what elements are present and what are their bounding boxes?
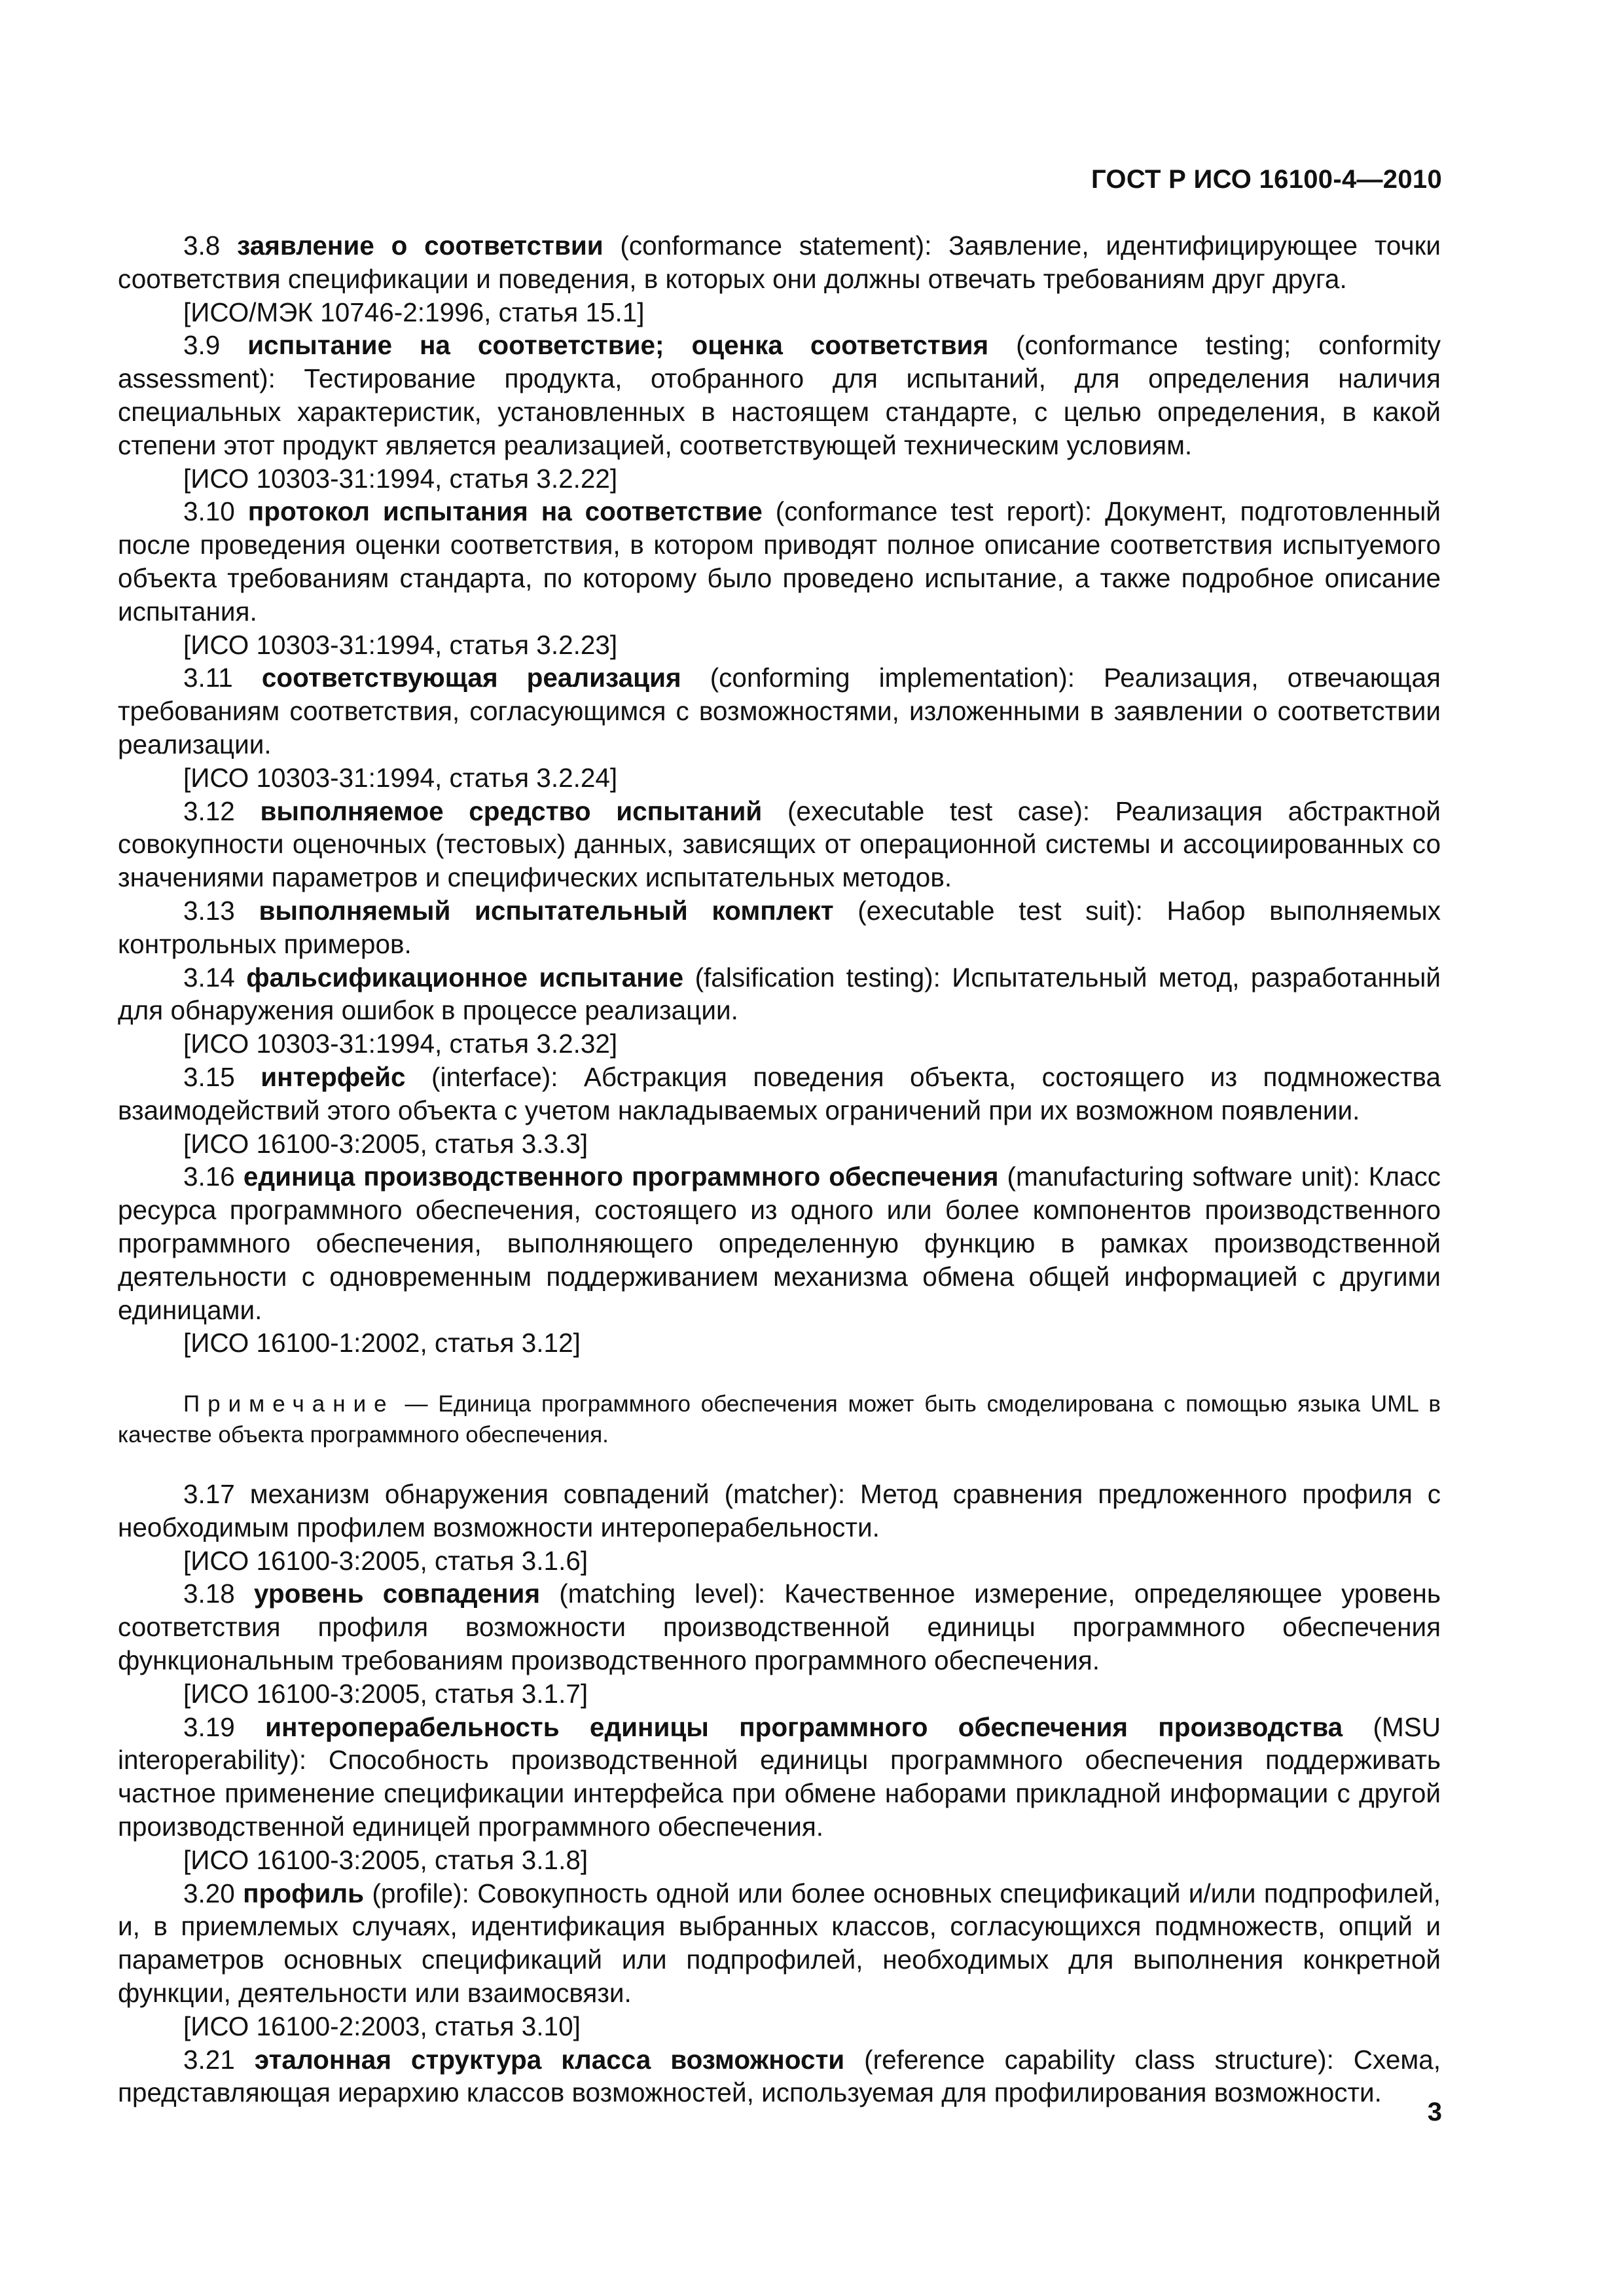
term-entry (118, 1061, 1441, 1127)
term-definition: (conformance testing; conformity assessment): Тестирование продукта, отобранного для испытаний, для определения наличия специальных характеристик, установленных в настоящем стандарте, с целью определения, в какой степени этот продукт является реализацией, соответствующей техническим условиям. (118, 330, 1441, 460)
terms-list (118, 229, 1441, 1360)
term-definition: (profile): Совокупность одной или более основных спецификаций и/или подпрофилей, и, в приемлемых случаях, идентификация выбранных классов, согласующихся подмножеств, опций и параметров основных спецификаций или подпрофилей, необходимых для выполнения конкретной функции, деятельности или взаимосвязи. (118, 1878, 1441, 2009)
term-reference: [ИСО 16100-3:2005, статья 3.1.7] (183, 1678, 588, 1709)
term-entry (118, 1877, 1441, 2010)
document-body (118, 229, 1441, 2109)
document-header: ГОСТ Р ИСО 16100-4—2010 (1091, 165, 1442, 194)
note-paragraph (118, 1389, 1441, 1450)
term-entry (118, 495, 1441, 628)
term-definition: (executable test suit): Набор выполняемых контрольных примеров. (118, 895, 1441, 959)
term-entry (118, 661, 1441, 761)
term-definition: (conformance test report): Документ, подготовленный после проведения оценки соответствия, в котором приводят полное описание соответствия испытуемого объекта требованиям стандарта, по которому было проведено испытание, а также подробное описание испытания. (118, 496, 1441, 627)
term-reference: [ИСО 16100-3:2005, статья 3.1.8] (183, 1844, 588, 1875)
term-reference: [ИСО 10303-31:1994, статья 3.2.23] (183, 629, 618, 660)
term-number: 3.18 (183, 1578, 235, 1609)
term-number: 3.11 (183, 663, 233, 693)
term-reference: [ИСО 10303-31:1994, статья 3.2.22] (183, 463, 618, 494)
term-definition: (executable test case): Реализация абстрактной совокупности оценочных (тестовых) данных, зависящих от операционной системы и ассоциированных со значениями параметров и специфических испытательных методов. (118, 795, 1441, 893)
terms-list-continued (118, 1478, 1441, 2109)
term-entry (118, 1160, 1441, 1326)
term-name: протокол испытания на соответствие (247, 496, 763, 527)
term-name: интерфейс (261, 1061, 406, 1092)
term-definition: (interface): Абстракция поведения объекта, состоящего из подмножества взаимодействий этого объекта с учетом накладываемых ограничений при их возможном появлении. (118, 1061, 1441, 1125)
term-entry (118, 1711, 1441, 1844)
term-name: фальсификационное испытание (246, 962, 684, 993)
term-number: 3.8 (183, 230, 221, 261)
term-reference: [ИСО 16100-3:2005, статья 3.3.3] (183, 1128, 588, 1159)
term-definition: (manufacturing software unit): Класс ресурса программного обеспечения, состоящего из одного или более компонентов производственного программного обеспечения, выполняющего определенную функцию в рамках производственной деятельности с одновременным поддерживанием механизма обмена общей информацией с другими единицами. (118, 1161, 1441, 1325)
term-entry (118, 961, 1441, 1028)
term-number: 3.14 (183, 962, 235, 993)
note-label: Примечание (183, 1391, 395, 1417)
page-number: 3 (1427, 2098, 1442, 2126)
term-number: 3.17 (183, 1479, 235, 1510)
term-definition: (falsification testing): Испытательный метод, разработанный для обнаружения ошибок в процессе реализации. (118, 962, 1441, 1026)
term-name: интероперабельность единицы программного обеспечения производства (265, 1711, 1343, 1742)
term-reference: [ИСО/МЭК 10746-2:1996, статья 15.1] (183, 297, 645, 327)
term-entry (118, 1478, 1441, 1544)
term-number: 3.15 (183, 1061, 235, 1092)
term-name: профиль (243, 1878, 365, 1908)
term-entry (118, 229, 1441, 296)
term-number: 3.19 (183, 1711, 235, 1742)
term-name: уровень совпадения (253, 1578, 541, 1609)
term-definition: (conformance statement): Заявление, идентифицирующее точки соответствия спецификации и поведения, в которых они должны отвечать требованиям друг друга. (118, 230, 1441, 294)
term-name: единица производственного программного обеспечения (243, 1161, 999, 1192)
term-name: испытание на соответствие; оценка соответствия (247, 330, 989, 361)
term-definition: (conforming implementation): Реализация, отвечающая требованиям соответствия, согласующимся с возможностями, изложенными в заявлении о соответствии реализации. (118, 663, 1441, 759)
term-entry (118, 795, 1441, 894)
term-name: выполняемое средство испытаний (260, 795, 763, 826)
term-number: 3.12 (183, 795, 235, 826)
term-definition: (reference capability class structure): Схема, представляющая иерархию классов возможностей, используемая для профилирования возможности. (118, 2044, 1441, 2108)
term-name: выполняемый испытательный комплект (259, 895, 834, 926)
term-definition: (matching level): Качественное измерение, определяющее уровень соответствия профиля возможности производственной единицы программного обеспечения функциональным требованиям производственного программного обеспечения. (118, 1578, 1441, 1676)
term-reference: [ИСО 16100-1:2002, статья 3.12] (183, 1328, 581, 1358)
term-name: заявление о соответствии (237, 230, 604, 261)
term-name: соответствующая реализация (261, 663, 681, 693)
term-reference: [ИСО 10303-31:1994, статья 3.2.32] (183, 1029, 618, 1059)
term-number: 3.13 (183, 895, 235, 926)
term-reference: [ИСО 16100-3:2005, статья 3.1.6] (183, 1545, 588, 1576)
term-entry (118, 894, 1441, 961)
term-number: 3.20 (183, 1878, 235, 1908)
term-reference: [ИСО 16100-2:2003, статья 3.10] (183, 2011, 581, 2041)
term-definition: (MSU interoperability): Способность производственной единицы программного обеспечения поддерживать частное применение спецификации интерфейса при обмене наборами прикладной информации с другой производственной единицей программного обеспечения. (118, 1711, 1441, 1842)
term-definition: механизм обнаружения совпадений (matcher): Метод сравнения предложенного профиля с необходимым профилем возможности интероперабельности. (118, 1479, 1441, 1542)
term-number: 3.9 (183, 330, 221, 361)
term-entry (118, 2043, 1441, 2110)
term-number: 3.21 (183, 2044, 235, 2075)
term-reference: [ИСО 10303-31:1994, статья 3.2.24] (183, 762, 618, 793)
term-name: эталонная структура класса возможности (254, 2044, 845, 2075)
term-entry (118, 1577, 1441, 1677)
term-entry (118, 329, 1441, 462)
term-number: 3.16 (183, 1161, 235, 1192)
note-text: — Единица программного обеспечения может быть смоделирована с помощью языка UML в качестве объекта программного обеспечения. (118, 1391, 1441, 1448)
term-number: 3.10 (183, 496, 235, 527)
